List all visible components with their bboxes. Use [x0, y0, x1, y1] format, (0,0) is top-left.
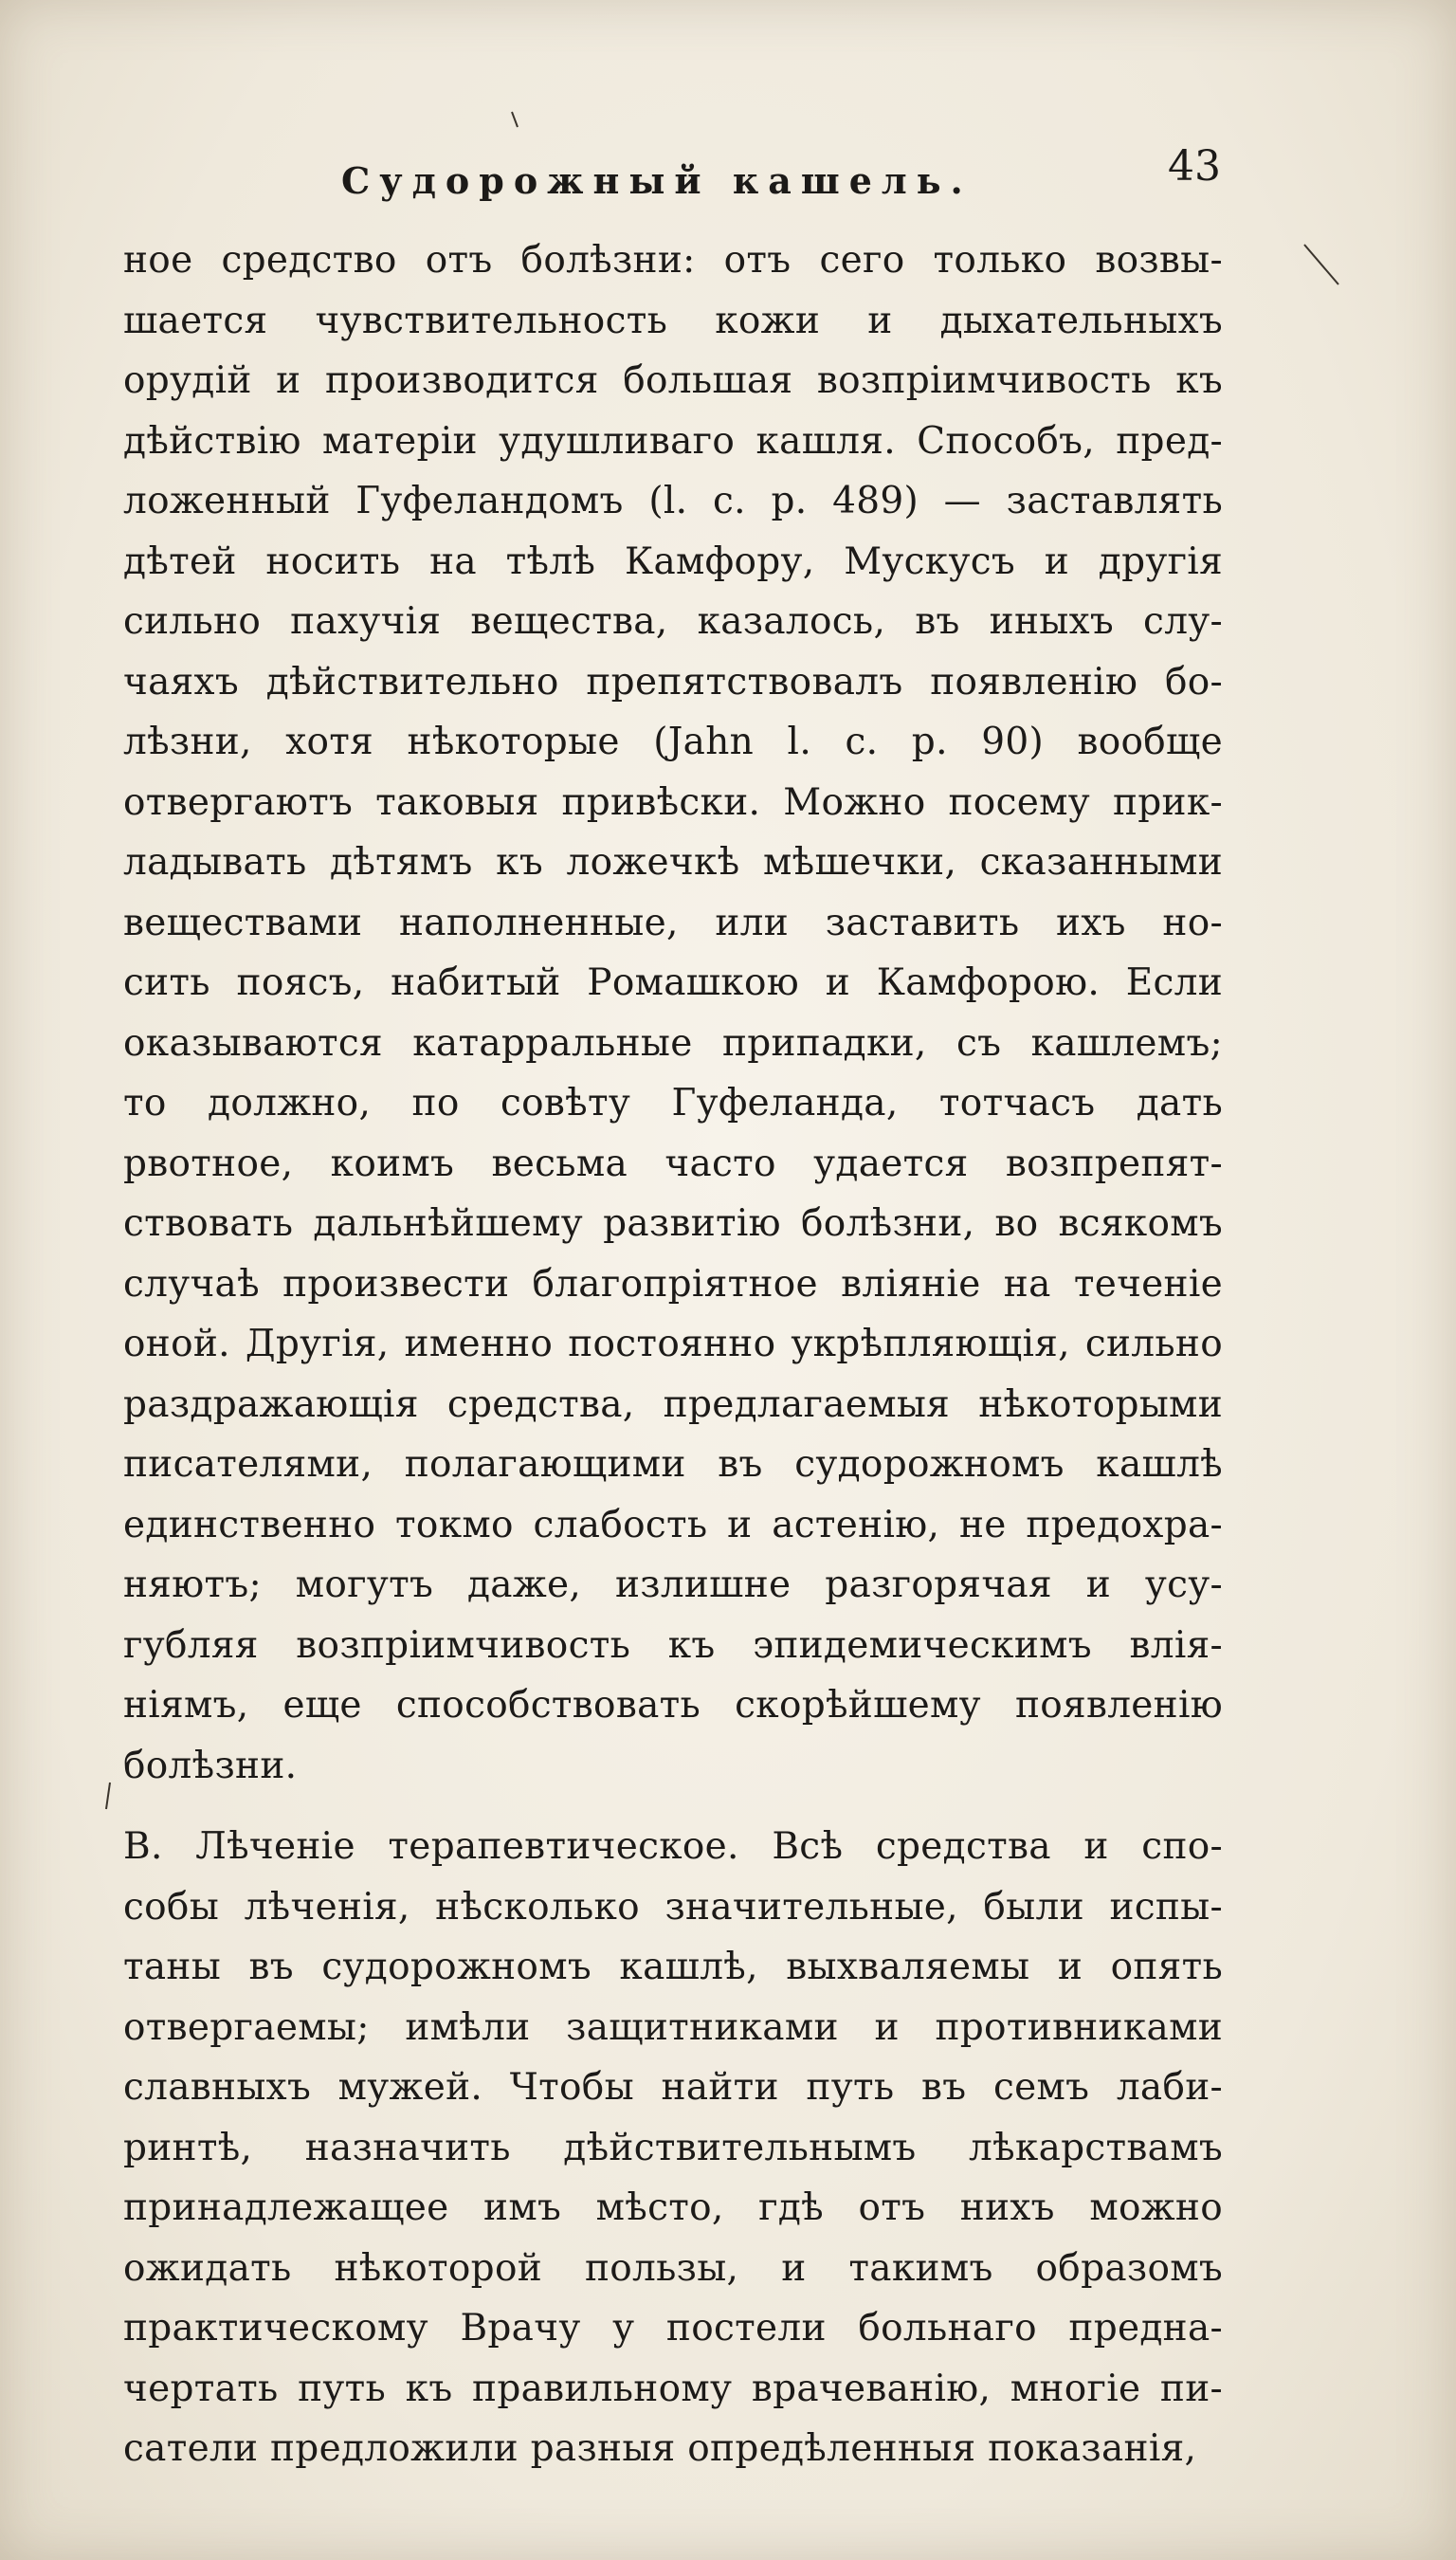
text-line: то должно, по совѣту Гуфеланда, тотчасъ дать — [123, 1082, 1223, 1125]
text-line: ринтѣ, назначить дѣйствительнымъ лѣкарствамъ — [123, 2126, 1223, 2169]
text-line: шается чувствительность кожи и дыхательныхъ — [123, 299, 1223, 342]
text-line: ладывать дѣтямъ къ ложечкѣ мѣшечки, сказанными — [123, 841, 1223, 884]
ink-mark-right — [1304, 245, 1338, 284]
paragraph-gap — [123, 1796, 1223, 1817]
running-head: Судорожный кашель. — [341, 159, 973, 202]
text-line: няютъ; могутъ даже, излишне разгорячая и усу- — [123, 1563, 1223, 1606]
text-line: оказываются катарральные припадки, съ кашлемъ; — [123, 1021, 1223, 1065]
text-line: случаѣ произвести благопріятное вліяніе на теченіе — [123, 1262, 1223, 1306]
text-line: рвотное, коимъ весьма часто удается возпрепят- — [123, 1142, 1223, 1185]
text-line: оной. Другія, именно постоянно укрѣпляющія, сильно — [123, 1323, 1223, 1365]
page-number: 43 — [1168, 142, 1221, 191]
text-line: сильно пахучія вещества, казалось, въ иныхъ слу- — [123, 600, 1223, 643]
text-line: губляя возпріимчивость къ эпидемическимъ влія- — [123, 1623, 1223, 1667]
paragraph-2 — [123, 1817, 1223, 2479]
text-line: болѣзни. — [123, 1744, 298, 1787]
text-line: славныхъ мужей. Чтобы найти путь въ семъ лаби- — [123, 2066, 1223, 2109]
text-line: веществами наполненные, или заставить ихъ но- — [123, 901, 1223, 944]
text-line: раздражающія средства, предлагаемыя нѣкоторыми — [123, 1382, 1223, 1426]
text-line: ніямъ, еще способствовать скорѣйшему появленію — [123, 1684, 1223, 1727]
text-line: писателями, полагающими въ судорожномъ кашлѣ — [123, 1443, 1223, 1486]
text-line: единственно токмо слабость и астенію, не предохра- — [123, 1503, 1223, 1546]
body-text — [123, 230, 1223, 2479]
text-line: ожидать нѣкоторой пользы, и такимъ образомъ — [123, 2246, 1223, 2290]
text-line: отвергаемы; имѣли защитниками и противниками — [123, 2005, 1223, 2049]
text-line: B. Лѣченіе терапевтическое. Всѣ средства и спо- — [123, 1825, 1223, 1868]
text-line: чертать путь къ правильному врачеванію, многіе пи- — [123, 2367, 1223, 2410]
text-line: сатели предложили разныя опредѣленныя показанія, — [123, 2427, 1197, 2470]
ink-mark-top — [512, 112, 518, 127]
text-line: таны въ судорожномъ кашлѣ, выхваляемы и опять — [123, 1946, 1223, 1988]
text-line: сить поясъ, набитый Ромашкою и Камфорою. Если — [123, 961, 1223, 1004]
paragraph-1 — [123, 230, 1223, 1796]
text-line: принадлежащее имъ мѣсто, гдѣ отъ нихъ можно — [123, 2186, 1223, 2229]
text-line: практическому Врачу у постели больнаго предна- — [123, 2307, 1223, 2350]
text-line: чаяхъ дѣйствительно препятствовалъ появленію бо- — [123, 660, 1223, 704]
text-line: отвергаютъ таковыя привѣски. Можно посему прик- — [123, 780, 1223, 824]
ink-mark-left — [106, 1783, 110, 1809]
text-line: ное средство отъ болѣзни: отъ сего только возвы- — [123, 239, 1223, 282]
text-line: дѣйствію матеріи удушливаго кашля. Способъ, пред- — [123, 419, 1223, 463]
text-line: дѣтей носить на тѣлѣ Камфору, Мускусъ и другія — [123, 539, 1223, 583]
text-line: орудій и производится большая возпріимчивость къ — [123, 359, 1223, 402]
text-line: ствовать дальнѣйшему развитію болѣзни, во всякомъ — [123, 1202, 1223, 1245]
text-line: собы лѣченія, нѣсколько значительные, были испы- — [123, 1885, 1223, 1929]
text-line: лѣзни, хотя нѣкоторые (Jahn l. c. p. 90) вообще — [123, 721, 1223, 763]
text-line: ложенный Гуфеландомъ (l. c. p. 489) — заставлять — [123, 480, 1223, 522]
